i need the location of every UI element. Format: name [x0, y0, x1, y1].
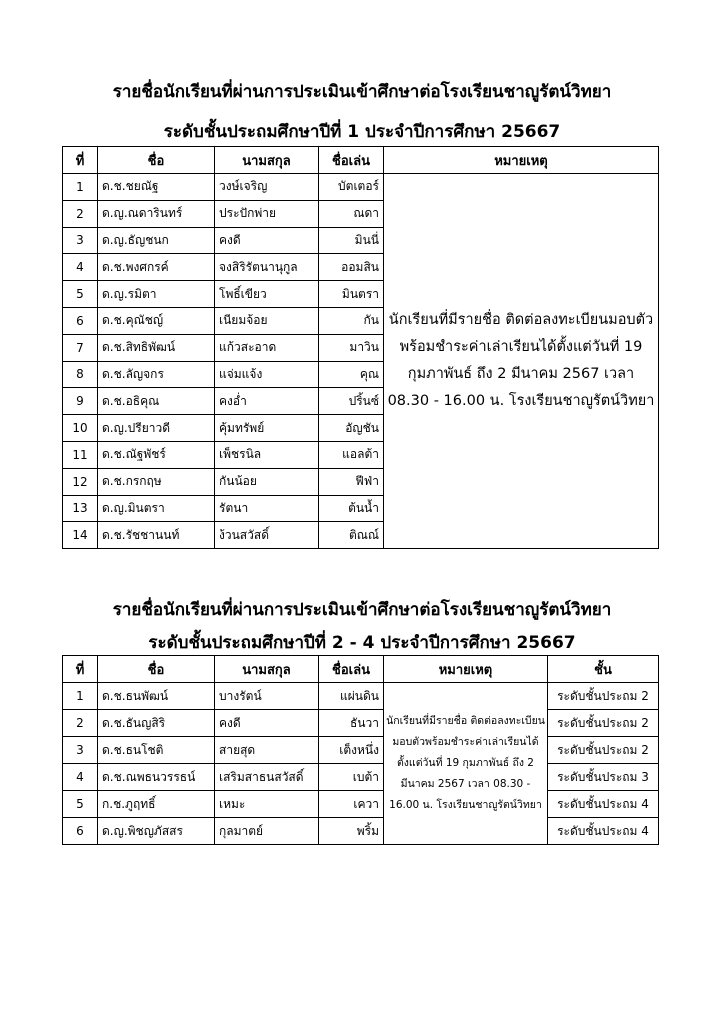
student-surname: สายสุด [215, 737, 319, 764]
col-header-no: ที่ [63, 147, 98, 174]
row-number: 2 [63, 710, 98, 737]
student-name: ด.ช.ณพธนวรรธน์ [98, 764, 215, 791]
student-nickname: อัญชัน [319, 415, 384, 442]
col-header-name: ชื่อ [98, 656, 215, 683]
student-nickname: คุณ [319, 361, 384, 388]
student-surname: เหมะ [215, 791, 319, 818]
row-number: 9 [63, 388, 98, 415]
student-name: ด.ช.ธนพัฒน์ [98, 683, 215, 710]
table-header-row [63, 147, 659, 174]
student-grade: ระดับชั้นประถม 3 [548, 764, 659, 791]
student-surname: คงดี [215, 710, 319, 737]
student-name: ด.ช.ชยณัฐ [98, 174, 215, 201]
table-row [63, 791, 659, 818]
student-nickname: บัตเตอร์ [319, 174, 384, 201]
student-name: ด.ญ.พิชญภัสสร [98, 818, 215, 845]
row-number: 3 [63, 227, 98, 254]
student-grade: ระดับชั้นประถม 2 [548, 710, 659, 737]
student-surname: บางรัตน์ [215, 683, 319, 710]
row-number: 7 [63, 334, 98, 361]
student-name: ด.ญ.ธัญชนก [98, 227, 215, 254]
student-nickname: พริ้ม [319, 818, 384, 845]
row-number: 8 [63, 361, 98, 388]
student-surname: เพ็ชรนิล [215, 441, 319, 468]
student-surname: คุ้มทรัพย์ [215, 415, 319, 442]
section2-subtitle: ระดับชั้นประถมศึกษาปีที่ 2 - 4 ประจำปีการศึกษา 25667 [148, 633, 576, 653]
row-number: 10 [63, 415, 98, 442]
row-number: 11 [63, 441, 98, 468]
row-number: 1 [63, 683, 98, 710]
col-header-nickname: ชื่อเล่น [319, 147, 384, 174]
student-nickname: ณดา [319, 200, 384, 227]
row-number: 5 [63, 791, 98, 818]
row-number: 3 [63, 737, 98, 764]
student-name: ด.ช.ธนโชติ [98, 737, 215, 764]
section1-table [62, 146, 659, 549]
student-name: ด.ช.อธิคุณ [98, 388, 215, 415]
student-surname: วงษ์เจริญ [215, 174, 319, 201]
student-grade: ระดับชั้นประถม 2 [548, 683, 659, 710]
col-header-note: หมายเหตุ [384, 147, 659, 174]
col-header-note: หมายเหตุ [384, 656, 548, 683]
student-name: ด.ช.ลัญจกร [98, 361, 215, 388]
row-number: 1 [63, 174, 98, 201]
student-nickname: แผ่นดิน [319, 683, 384, 710]
row-number: 4 [63, 764, 98, 791]
student-nickname: ธันวา [319, 710, 384, 737]
table-header-row [63, 656, 659, 683]
student-name: ก.ช.ภูฤทธิ์ [98, 791, 215, 818]
student-name: ด.ญ.ปรียาวดี [98, 415, 215, 442]
col-header-nickname: ชื่อเล่น [319, 656, 384, 683]
student-name: ด.ช.ณัฐพัชร์ [98, 441, 215, 468]
student-name: ด.ช.ธันญสิริ [98, 710, 215, 737]
student-nickname: มินตรา [319, 281, 384, 308]
student-grade: ระดับชั้นประถม 2 [548, 737, 659, 764]
registration-note: นักเรียนที่มีรายชื่อ ติดต่อลงทะเบียนมอบตัวพร้อมชำระค่าเล่าเรียนได้ตั้งแต่วันที่ 19 กุมภาพันธ์ ถึง 2 มีนาคม 2567 เวลา 08.30 - 16.00 น. โรงเรียนชาญูรัตน์วิทยา [384, 174, 659, 549]
student-surname: เนียมจ้อย [215, 307, 319, 334]
student-surname: ประปักพ่าย [215, 200, 319, 227]
student-surname: ง้วนสวัสดิ์ [215, 522, 319, 549]
student-name: ด.ช.พงศกรค์ [98, 254, 215, 281]
student-name: ด.ช.รัชชานนท์ [98, 522, 215, 549]
student-name: ด.ญ.รมิตา [98, 281, 215, 308]
student-surname: เสริมสาธนสวัสดิ์ [215, 764, 319, 791]
row-number: 5 [63, 281, 98, 308]
student-surname: กุลมาตย์ [215, 818, 319, 845]
col-header-grade: ชั้น [548, 656, 659, 683]
student-grade: ระดับชั้นประถม 4 [548, 818, 659, 845]
table-row [63, 818, 659, 845]
student-surname: คงดี [215, 227, 319, 254]
student-name: ด.ช.สิทธิพัฒน์ [98, 334, 215, 361]
student-nickname: เบต้า [319, 764, 384, 791]
row-number: 6 [63, 818, 98, 845]
student-nickname: มาวิน [319, 334, 384, 361]
student-nickname: แอลต้า [319, 441, 384, 468]
section1-title: รายชื่อนักเรียนที่ผ่านการประเมินเข้าศึกษาต่อโรงเรียนชาญูรัตน์วิทยา [112, 82, 612, 102]
student-name: ด.ญ.ณดารินทร์ [98, 200, 215, 227]
section2-table [62, 655, 659, 845]
student-nickname: ติณณ์ [319, 522, 384, 549]
row-number: 2 [63, 200, 98, 227]
student-surname: แจ่มแจ้ง [215, 361, 319, 388]
student-nickname: ฟีฟ่า [319, 468, 384, 495]
col-header-name: ชื่อ [98, 147, 215, 174]
col-header-surname: นามสกุล [215, 147, 319, 174]
row-number: 12 [63, 468, 98, 495]
student-surname: แก้วสะอาด [215, 334, 319, 361]
col-header-no: ที่ [63, 656, 98, 683]
table-row [63, 174, 659, 201]
table-row [63, 737, 659, 764]
table-row [63, 710, 659, 737]
row-number: 13 [63, 495, 98, 522]
student-nickname: ออมสิน [319, 254, 384, 281]
registration-note: นักเรียนที่มีรายชื่อ ติดต่อลงทะเบียน มอบตัวพร้อมชำระค่าเล่าเรียนได้ตั้งแต่วันที่ 19 กุมภาพันธ์ ถึง 2 มีนาคม 2567 เวลา 08.30 - 16.00 น. โรงเรียนชาญูรัตน์วิทยา [384, 683, 548, 845]
student-name: ด.ญ.มินตรา [98, 495, 215, 522]
student-nickname: เต็งหนึ่ง [319, 737, 384, 764]
row-number: 6 [63, 307, 98, 334]
table-row [63, 764, 659, 791]
row-number: 4 [63, 254, 98, 281]
student-nickname: เควา [319, 791, 384, 818]
student-name: ด.ช.กรกฤษ [98, 468, 215, 495]
col-header-surname: นามสกุล [215, 656, 319, 683]
table-row [63, 683, 659, 710]
student-surname: โพธิ์เขียว [215, 281, 319, 308]
student-nickname: กัน [319, 307, 384, 334]
student-name: ด.ช.คุณัชญ์ [98, 307, 215, 334]
section2-title: รายชื่อนักเรียนที่ผ่านการประเมินเข้าศึกษาต่อโรงเรียนชาญูรัตน์วิทยา [112, 600, 612, 620]
student-surname: จงสิริรัตนานุกูล [215, 254, 319, 281]
student-nickname: ต้นน้ำ [319, 495, 384, 522]
student-surname: คงอ่ำ [215, 388, 319, 415]
student-surname: กันน้อย [215, 468, 319, 495]
student-surname: รัตนา [215, 495, 319, 522]
student-nickname: ปริ้นซ์ [319, 388, 384, 415]
section1-subtitle: ระดับชั้นประถมศึกษาปีที่ 1 ประจำปีการศึกษา 25667 [163, 122, 561, 142]
student-nickname: มินนี่ [319, 227, 384, 254]
row-number: 14 [63, 522, 98, 549]
student-grade: ระดับชั้นประถม 4 [548, 791, 659, 818]
